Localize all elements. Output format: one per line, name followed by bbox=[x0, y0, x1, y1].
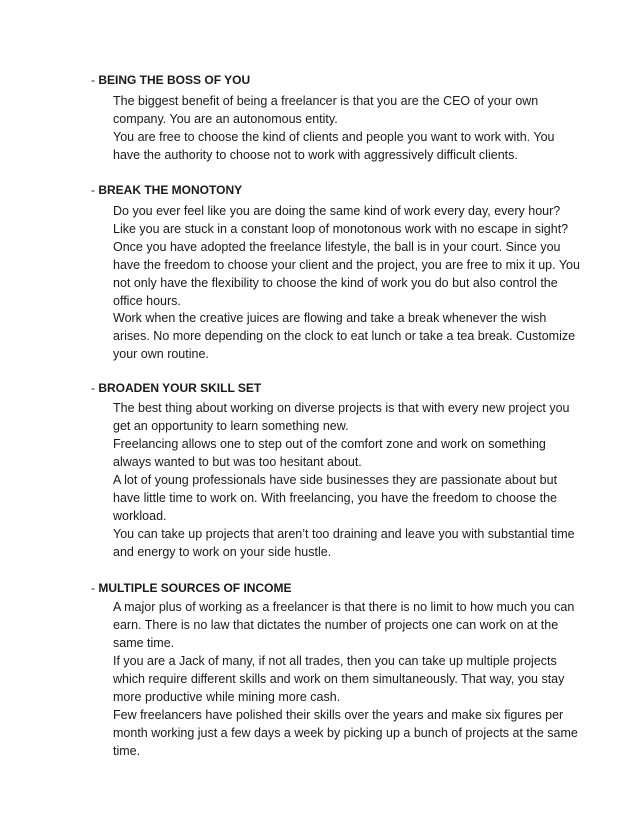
bullet-dash: - bbox=[91, 73, 99, 87]
heading-text: BROADEN YOUR SKILL SET bbox=[98, 381, 262, 395]
heading-text: BEING THE BOSS OF YOU bbox=[98, 73, 251, 87]
paragraph: The biggest benefit of being a freelancer is that you are the CEO of your own company. You are an autonomous entity. bbox=[113, 94, 539, 126]
bullet-dash: - bbox=[91, 581, 99, 595]
section-heading bbox=[91, 379, 261, 397]
section-heading bbox=[91, 579, 291, 597]
heading-text: BREAK THE MONOTONY bbox=[98, 183, 243, 197]
paragraph: Work when the creative juices are flowing and take a break whenever the wish arises. No more depending on the clock to eat lunch or take a tea break. Customize your own routine. bbox=[113, 311, 576, 361]
bullet-dash: - bbox=[91, 183, 99, 197]
paragraph: If you are a Jack of many, if not all trades, then you can take up multiple projects which require different skills and work on them simultaneously. That way, you stay more productive while mining more cash. bbox=[113, 654, 565, 704]
paragraph: Do you ever feel like you are doing the same kind of work every day, every hour? Like you are stuck in a constant loop of monotonous work with no escape in sight? Once you have adopted the freelance lifestyle, the ball is in your court. Since you have the freedom to choose your client and the project, you are free to mix it up. You not only have the flexibility to choose the kind of work you do but also control the office hours. bbox=[113, 204, 580, 308]
paragraph: You can take up projects that aren’t too draining and leave you with substantial time and energy to work on your side hustle. bbox=[113, 527, 575, 559]
paragraph: The best thing about working on diverse projects is that with every new project you get an opportunity to learn something new. bbox=[113, 401, 570, 433]
paragraph: Freelancing allows one to step out of the comfort zone and work on something always wanted to but was too hesitant about. bbox=[113, 437, 546, 469]
paragraph: Few freelancers have polished their skills over the years and make six figures per month working just a few days a week by picking up a bunch of projects at the same time. bbox=[113, 708, 578, 758]
paragraph: A lot of young professionals have side businesses they are passionate about but have little time to work on. With freelancing, you have the freedom to choose the workload. bbox=[113, 473, 558, 523]
heading-text: MULTIPLE SOURCES OF INCOME bbox=[98, 581, 292, 595]
paragraph: A major plus of working as a freelancer is that there is no limit to how much you can earn. There is no law that dictates the number of projects one can work on at the same time. bbox=[113, 600, 575, 650]
bullet-dash: - bbox=[91, 381, 99, 395]
section-heading bbox=[91, 181, 242, 199]
section-heading bbox=[91, 71, 250, 89]
paragraph: You are free to choose the kind of clients and people you want to work with. You have the authority to choose not to work with aggressively difficult clients. bbox=[113, 130, 555, 162]
